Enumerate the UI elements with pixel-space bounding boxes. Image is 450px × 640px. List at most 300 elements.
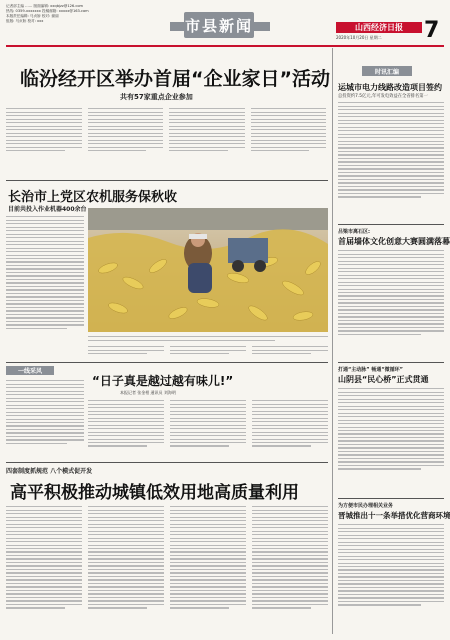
text-line (170, 445, 229, 446)
text-line (6, 265, 84, 266)
text-line (338, 423, 444, 424)
text-line (338, 444, 444, 445)
text-line (6, 126, 82, 127)
text-line (251, 140, 327, 141)
text-line (6, 408, 84, 409)
text-line (88, 350, 164, 351)
text-line (252, 534, 328, 535)
text-line (169, 140, 245, 141)
text-line (252, 432, 328, 433)
text-line (338, 109, 444, 110)
text-line (338, 158, 444, 159)
text-line (338, 549, 444, 550)
text-line (170, 517, 246, 518)
story2-subtitle: 目前共投入作业机器400余台 (8, 206, 87, 213)
sidebar-item4-title: 晋城推出十一条举措优化营商环境 (338, 511, 450, 520)
masthead-rule (6, 45, 444, 47)
text-line (252, 590, 328, 591)
text-line (169, 126, 245, 127)
text-line (6, 432, 84, 433)
text-line (252, 576, 328, 577)
text-line (251, 126, 327, 127)
text-line (88, 129, 164, 130)
text-line (6, 234, 84, 235)
text-line (88, 445, 147, 446)
text-line (6, 576, 82, 577)
text-line (88, 520, 164, 521)
text-line (170, 534, 246, 535)
text-line (169, 143, 245, 144)
text-line (338, 451, 444, 452)
text-line (6, 600, 82, 601)
text-line (169, 122, 245, 123)
text-line (88, 108, 164, 109)
text-line (6, 140, 82, 141)
text-line (338, 295, 444, 296)
text-line (6, 541, 82, 542)
text-line (338, 285, 444, 286)
text-line (170, 548, 246, 549)
text-line (338, 437, 444, 438)
text-line (6, 439, 84, 440)
text-line (6, 524, 82, 525)
text-line (88, 531, 164, 532)
text-line (6, 248, 84, 249)
text-line (6, 551, 82, 552)
text-line (170, 572, 246, 573)
text-line (252, 520, 328, 521)
text-line (170, 510, 246, 511)
text-line (6, 133, 82, 134)
text-line (6, 572, 82, 573)
text-line (338, 556, 444, 557)
text-line (6, 548, 82, 549)
text-line (252, 558, 328, 559)
text-line (88, 506, 164, 507)
text-line (170, 421, 246, 422)
text-line (170, 411, 246, 412)
text-line (6, 562, 82, 563)
text-line (88, 558, 164, 559)
text-line (6, 520, 82, 521)
text-line (251, 108, 327, 109)
sidebar-item1-title: 运城市电力线路改造项目签约 (338, 83, 442, 92)
text-line (6, 607, 65, 608)
text-line (6, 300, 84, 301)
text-line (88, 548, 164, 549)
masthead-info (6, 4, 106, 24)
column-label-banner (6, 366, 54, 375)
text-line (252, 579, 328, 580)
text-line (252, 411, 328, 412)
text-line (88, 527, 164, 528)
text-line (252, 513, 328, 514)
text-line (170, 418, 246, 419)
story2-title: 长治市上党区农机服务保秋收 (8, 190, 178, 205)
text-line (6, 275, 84, 276)
text-line (338, 440, 444, 441)
text-line (338, 594, 444, 595)
sidebar-label: 时讯汇编 (374, 68, 399, 76)
text-line (6, 527, 82, 528)
text-column (88, 106, 164, 178)
text-line (88, 545, 164, 546)
text-line (6, 268, 84, 269)
text-line (338, 182, 444, 183)
text-line (6, 282, 84, 283)
text-line (6, 115, 82, 116)
sidebar-item2-body (338, 248, 444, 358)
text-line (338, 320, 444, 321)
issue-date: 2020年10月20日 星期二 (336, 35, 382, 40)
text-line (6, 328, 67, 329)
masthead-info-line: 记者部主编 …… 版面编辑: xxqbjzz@126.com (6, 4, 84, 8)
sidebar-item4-body (338, 522, 444, 634)
text-line (88, 126, 164, 127)
text-line (338, 141, 444, 142)
masthead-info-line: 热线: 0359-xxxxxxx 投稿邮箱: xxxxx@163.com (6, 9, 89, 13)
text-line (170, 600, 246, 601)
text-line (338, 334, 421, 335)
story4-body (6, 504, 328, 634)
text-line (88, 411, 164, 412)
text-line (88, 140, 164, 141)
text-line (170, 346, 246, 347)
text-line (6, 583, 82, 584)
text-line (338, 559, 444, 560)
text-line (338, 587, 444, 588)
text-line (169, 112, 245, 113)
text-line (88, 590, 164, 591)
lead-title: 临汾经开区举办首届“企业家日”活动 (20, 68, 330, 90)
text-line (252, 551, 328, 552)
text-line (252, 545, 328, 546)
text-line (252, 607, 311, 608)
text-line (6, 314, 84, 315)
text-line (338, 597, 444, 598)
text-line (338, 292, 444, 293)
sidebar-item2-kicker: 吕梁市离石区: (338, 229, 371, 235)
text-line (169, 136, 245, 137)
text-line (338, 538, 444, 539)
text-line (170, 353, 229, 354)
text-line (338, 330, 444, 331)
text-line (88, 597, 164, 598)
text-line (338, 161, 444, 162)
text-line (88, 432, 164, 433)
text-line (252, 425, 328, 426)
text-line (338, 566, 444, 567)
text-line (169, 129, 245, 130)
text-line (252, 404, 328, 405)
text-line (6, 380, 84, 381)
section-banner (184, 12, 254, 38)
text-line (252, 350, 328, 351)
text-line (88, 421, 164, 422)
text-line (88, 122, 164, 123)
text-line (338, 468, 421, 469)
text-line (170, 569, 246, 570)
text-line (88, 340, 275, 341)
text-line (338, 154, 444, 155)
text-line (252, 407, 328, 408)
text-line (88, 435, 164, 436)
text-line (6, 112, 82, 113)
text-line (88, 136, 164, 137)
text-line (338, 268, 444, 269)
text-line (6, 321, 84, 322)
column-separator (332, 48, 333, 634)
text-column (251, 106, 327, 178)
text-line (338, 545, 444, 546)
text-line (338, 168, 444, 169)
column-byline: 本报记者 张金相 通讯员 刘海明 (120, 390, 176, 395)
text-line (338, 282, 444, 283)
text-line (338, 175, 444, 176)
text-line (338, 306, 444, 307)
text-line (252, 527, 328, 528)
text-line (252, 604, 328, 605)
text-line (88, 607, 147, 608)
text-line (251, 133, 327, 134)
text-line (170, 439, 246, 440)
text-line (6, 391, 84, 392)
text-line (88, 115, 164, 116)
text-line (252, 510, 328, 511)
text-line (252, 600, 328, 601)
text-line (338, 402, 444, 403)
text-line (338, 193, 444, 194)
text-line (338, 447, 444, 448)
text-line (88, 604, 164, 605)
text-line (170, 604, 246, 605)
text-line (251, 147, 327, 148)
page-number: 7 (424, 18, 440, 43)
text-line (338, 172, 444, 173)
text-line (6, 405, 84, 406)
text-line (88, 150, 147, 151)
text-line (88, 353, 147, 354)
text-line (6, 251, 84, 252)
text-line (338, 433, 444, 434)
text-line (338, 257, 444, 258)
text-line (6, 150, 65, 151)
text-line (170, 531, 246, 532)
text-line (6, 279, 84, 280)
text-line (170, 350, 246, 351)
column-body (88, 398, 328, 458)
section-title: 市县新闻 (184, 16, 253, 35)
text-line (170, 435, 246, 436)
text-line (6, 586, 82, 587)
text-line (338, 590, 444, 591)
sidebar-divider (338, 362, 444, 363)
text-line (170, 555, 246, 556)
text-line (338, 264, 444, 265)
text-line (338, 137, 444, 138)
text-line (6, 286, 84, 287)
text-line (6, 429, 84, 430)
text-line (251, 136, 327, 137)
text-line (88, 119, 164, 120)
text-line (6, 415, 84, 416)
section-divider (6, 180, 328, 181)
text-line (6, 565, 82, 566)
text-line (251, 119, 327, 120)
text-line (6, 506, 82, 507)
sidebar-item1-subtitle: 总投资约7.5亿元,年可发电效益在全省排名第一 (338, 94, 428, 99)
text-line (170, 545, 246, 546)
text-line (88, 576, 164, 577)
text-line (251, 122, 327, 123)
sidebar-item2-title: 首届墙体文化创意大赛圆满落幕 (338, 237, 450, 246)
text-line (6, 261, 84, 262)
text-line (251, 129, 327, 130)
text-line (169, 133, 245, 134)
text-line (170, 432, 246, 433)
text-line (338, 144, 444, 145)
text-line (338, 299, 444, 300)
text-line (170, 597, 246, 598)
column-title: “日子真是越过越有味儿!” (92, 374, 234, 388)
text-line (6, 216, 84, 217)
text-line (169, 147, 245, 148)
text-line (169, 150, 228, 151)
text-line (170, 583, 246, 584)
text-line (88, 562, 164, 563)
text-line (252, 531, 328, 532)
text-line (6, 534, 82, 535)
text-line (88, 425, 164, 426)
text-line (6, 122, 82, 123)
text-line (338, 552, 444, 553)
text-line (338, 313, 444, 314)
section-divider (6, 462, 328, 463)
text-line (338, 323, 444, 324)
column-left-body (6, 378, 84, 458)
text-line (338, 147, 444, 148)
text-line (88, 551, 164, 552)
text-line (338, 388, 444, 389)
text-line (170, 524, 246, 525)
masthead-info-line: 组版: 马贞娇 校对: xxx (6, 19, 44, 23)
text-line (252, 442, 328, 443)
text-line (6, 317, 84, 318)
text-line (88, 428, 164, 429)
text-line (88, 555, 164, 556)
text-line (338, 580, 444, 581)
text-line (338, 413, 444, 414)
text-line (251, 115, 327, 116)
photo-caption (88, 334, 328, 343)
text-line (6, 272, 84, 273)
sidebar-divider (338, 498, 444, 499)
text-line (252, 435, 328, 436)
text-line (169, 108, 245, 109)
text-line (88, 524, 164, 525)
text-line (6, 307, 84, 308)
text-line (6, 555, 82, 556)
text-line (338, 563, 444, 564)
text-line (338, 406, 444, 407)
text-line (6, 119, 82, 120)
text-line (338, 127, 444, 128)
text-line (6, 237, 84, 238)
lead-body (6, 106, 326, 178)
text-line (338, 309, 444, 310)
text-line (88, 538, 164, 539)
text-line (6, 136, 82, 137)
text-line (338, 430, 444, 431)
text-line (88, 579, 164, 580)
text-line (6, 289, 84, 290)
story2-body-bottom (88, 344, 328, 358)
text-line (6, 558, 82, 559)
text-line (252, 597, 328, 598)
text-line (338, 573, 444, 574)
text-line (338, 416, 444, 417)
text-line (338, 130, 444, 131)
text-line (6, 538, 82, 539)
text-line (6, 579, 82, 580)
text-line (88, 147, 164, 148)
text-line (6, 531, 82, 532)
text-line (88, 400, 164, 401)
text-line (170, 562, 246, 563)
text-line (6, 230, 84, 231)
text-line (338, 531, 444, 532)
text-line (6, 324, 84, 325)
text-line (6, 569, 82, 570)
text-line (6, 510, 82, 511)
masthead-info-line: 本版责任编辑: 马贞娇 校对: 谢丽 (6, 14, 59, 18)
text-line (170, 590, 246, 591)
text-line (252, 562, 328, 563)
text-line (338, 302, 444, 303)
text-line (170, 558, 246, 559)
text-line (338, 395, 444, 396)
corn-harvest-photo (88, 208, 328, 332)
sidebar-item4-kicker: 为方便市民办理相关业务 (338, 503, 394, 509)
text-line (338, 524, 444, 525)
text-line (338, 271, 444, 272)
text-line (252, 583, 328, 584)
text-line (338, 102, 444, 103)
text-line (252, 555, 328, 556)
text-line (338, 254, 444, 255)
text-line (6, 545, 82, 546)
text-line (338, 261, 444, 262)
text-line (6, 310, 84, 311)
text-line (252, 517, 328, 518)
text-line (338, 250, 444, 251)
text-line (88, 513, 164, 514)
text-line (252, 565, 328, 566)
text-line (251, 112, 327, 113)
text-line (6, 129, 82, 130)
text-line (252, 428, 328, 429)
text-line (170, 579, 246, 580)
text-line (88, 439, 164, 440)
text-line (88, 133, 164, 134)
sidebar-item3-kicker: 打通“主动脉” 畅通“微循环” (338, 367, 403, 373)
text-line (88, 442, 164, 443)
text-line (252, 445, 311, 446)
text-line (6, 293, 84, 294)
text-line (338, 179, 444, 180)
text-line (6, 147, 82, 148)
sidebar-label-banner (362, 66, 412, 76)
